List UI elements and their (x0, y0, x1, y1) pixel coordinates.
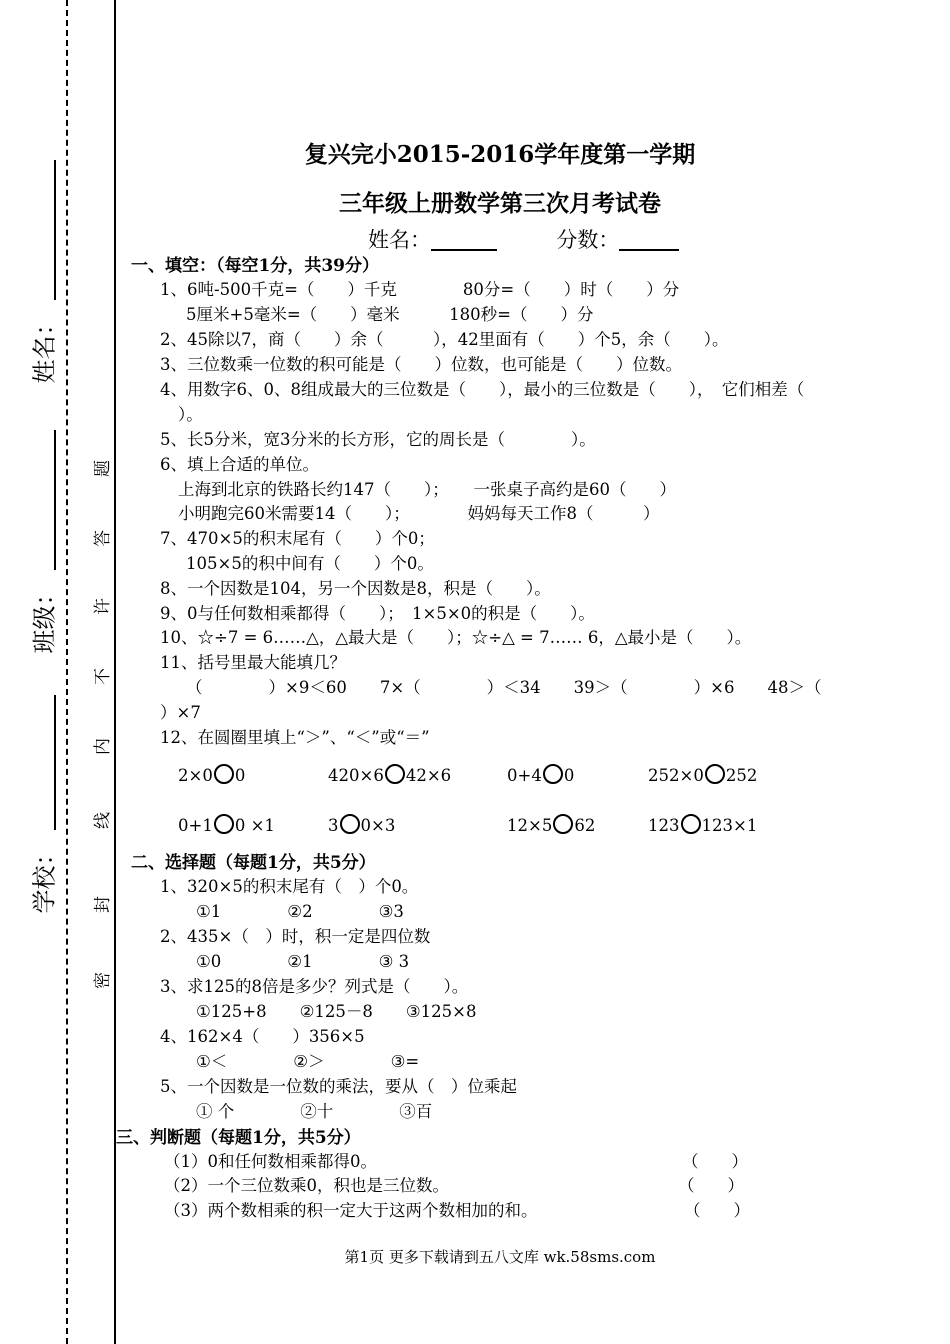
seal-char: 线 (93, 812, 113, 829)
question-line: 1、320×5的积末尾有（ ）个0。 (160, 877, 419, 896)
seal-char: 内 (93, 738, 113, 755)
judge-bracket[interactable]: （ ） (682, 1152, 748, 1171)
question-line: 5厘米+5毫米=（ ）毫米 180秒=（ ）分 (186, 305, 594, 324)
question-line: 2、435×（ ）时，积一定是四位数 (160, 927, 431, 946)
question-line: 10、☆÷7 = 6……△，△最大是（ ）；☆÷△ = 7…… 6，△最小是（ ）。 (160, 628, 752, 647)
compare-circle[interactable] (553, 814, 573, 834)
section2-heading: 二、选择题（每题1分，共5分） (131, 853, 376, 873)
question-line: 9、0与任何数相乘都得（ ）； 1×5×0的积是（ ）。 (160, 604, 595, 623)
compare-circle[interactable] (214, 814, 234, 834)
option-line: ① 个 ②十 ③百 (196, 1102, 433, 1121)
compare-item: 0+4 0 (507, 766, 575, 785)
compare-item: 123 123×1 (648, 816, 758, 835)
compare-item: 0+1 0 ×1 (178, 816, 275, 835)
class-underline (54, 430, 56, 570)
compare-item: 3 0×3 (328, 816, 396, 835)
question-line: 4、用数字6、0、8组成最大的三位数是（ ），最小的三位数是（ ）， 它们相差（ (160, 380, 805, 399)
judge-bracket[interactable]: （ ） (684, 1201, 750, 1220)
compare-circle[interactable] (705, 764, 725, 784)
seal-char: 答 (93, 530, 113, 547)
seal-char: 不 (93, 668, 113, 685)
question-line: 105×5的积中间有（ ）个0。 (186, 554, 434, 573)
name-label: 姓名： (368, 228, 431, 252)
question-line: 1、6吨-500千克=（ ）千克 80分=（ ）时（ ）分 (160, 280, 680, 299)
option-line: ①0 ②1 ③ 3 (196, 952, 410, 971)
question-line: 6、填上合适的单位。 (160, 455, 319, 474)
question-line: 小明跑完60米需要14（ ）； 妈妈每天工作8（ ） (178, 504, 660, 523)
school-underline (54, 695, 56, 830)
question-line: 7、470×5的积末尾有（ ）个0； (160, 529, 435, 548)
score-label: 分数： (556, 228, 620, 252)
class-field-label: 班级： (30, 581, 59, 654)
compare-item: 420×6 42×6 (328, 766, 452, 785)
question-line: ）。 (178, 405, 203, 424)
score-blank[interactable] (619, 229, 679, 251)
question-line: 上海到北京的铁路长约147（ ）； 一张桌子高约是60（ ） (178, 480, 676, 499)
section1-heading: 一、填空：（每空1分，共39分） (131, 256, 379, 276)
exam-title-2: 三年级上册数学第三次月考试卷 (339, 190, 661, 217)
question-line: 8、一个因数是104，另一个因数是8，积是（ ）。 (160, 579, 551, 598)
option-line: ①＜ ②＞ ③= (196, 1052, 420, 1071)
question-line: （ ）×9＜60 7×（ ）＜34 39＞（ ）×6 48＞（ (186, 678, 822, 697)
compare-item: 252×0 252 (648, 766, 758, 785)
option-line: ①125+8 ②125－8 ③125×8 (196, 1002, 477, 1021)
seal-char: 封 (93, 896, 113, 913)
seal-char: 密 (93, 972, 113, 989)
page-footer: 第1页 更多下载请到五八文库 wk.58sms.com (344, 1248, 656, 1266)
compare-circle[interactable] (385, 764, 405, 784)
question-line: 3、求125的8倍是多少？列式是（ ）。 (160, 977, 469, 996)
compare-item: 12×5 62 (507, 816, 596, 835)
judge-item: （2）一个三位数乘0，积也是三位数。 (164, 1176, 449, 1195)
question-line: 3、三位数乘一位数的积可能是（ ）位数，也可能是（ ）位数。 (160, 355, 682, 374)
exam-title-1: 复兴完小2015-2016学年度第一学期 (304, 141, 696, 168)
name-field-label: 姓名： (30, 311, 59, 384)
judge-bracket[interactable]: （ ） (678, 1176, 744, 1195)
judge-item: （3）两个数相乘的积一定大于这两个数相加的和。 (164, 1201, 538, 1220)
compare-circle[interactable] (214, 764, 234, 784)
question-line: 12、在圆圈里填上“＞”、“＜”或“＝” (160, 728, 430, 747)
seal-char: 题 (93, 460, 113, 477)
name-underline (54, 160, 56, 300)
compare-circle[interactable] (681, 814, 701, 834)
judge-item: （1）0和任何数相乘都得0。 (164, 1152, 377, 1171)
school-field-label: 学校： (30, 841, 59, 914)
question-line: 2、45除以7，商（ ）余（ ），42里面有（ ）个5，余（ ）。 (160, 330, 729, 349)
section3-heading: 三、判断题（每题1分，共5分） (116, 1128, 361, 1148)
question-line: 11、括号里最大能填几？ (160, 653, 346, 672)
question-line: 4、162×4（ ）356×5 (160, 1027, 365, 1046)
question-line: 5、长5分米，宽3分米的长方形，它的周长是（ ）。 (160, 430, 596, 449)
name-blank[interactable] (431, 229, 497, 251)
question-line: 5、一个因数是一位数的乘法，要从（ ）位乘起 (160, 1077, 517, 1096)
name-score-line (368, 224, 679, 254)
compare-circle[interactable] (340, 814, 360, 834)
option-line: ①1 ②2 ③3 (196, 902, 404, 921)
question-line: ）×7 (160, 703, 201, 722)
compare-circle[interactable] (543, 764, 563, 784)
compare-item: 2×0 0 (178, 766, 246, 785)
seal-char: 许 (93, 598, 113, 615)
